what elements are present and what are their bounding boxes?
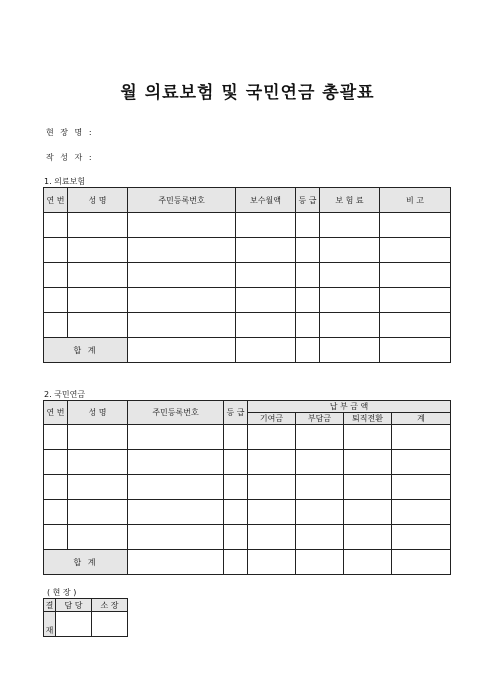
col-header-name: 성 명 [68,188,128,213]
table-cell[interactable] [296,550,344,575]
col-header-grade: 등 급 [296,188,320,213]
col-header-sum: 계 [392,413,451,425]
table-cell[interactable] [68,313,128,338]
table-cell[interactable] [320,288,380,313]
table-cell[interactable] [344,425,392,450]
section2-label: 2. 국민연금 [44,390,86,399]
table-cell[interactable] [320,263,380,288]
col-header-payment-amount: 납 부 금 액 [248,401,451,413]
table-row [44,213,451,238]
table-cell[interactable] [128,425,224,450]
col-header-resident-no: 주민등록번호 [128,401,224,425]
table-row [44,263,451,288]
table-cell[interactable] [128,550,224,575]
table-cell[interactable] [248,525,296,550]
table-cell[interactable] [128,313,236,338]
table-cell[interactable] [68,475,128,500]
table-cell[interactable] [320,313,380,338]
table-cell[interactable] [380,263,451,288]
table-row [44,313,451,338]
table-cell[interactable] [44,238,68,263]
section1-label: 1. 의료보험 [44,177,86,186]
table-cell[interactable] [68,525,128,550]
table-cell[interactable] [392,475,451,500]
table-cell[interactable] [296,500,344,525]
table-header-row [44,188,451,213]
table-cell[interactable] [296,263,320,288]
table-cell[interactable] [44,525,68,550]
table-cell[interactable] [320,213,380,238]
table-cell[interactable] [248,450,296,475]
table-cell[interactable] [380,238,451,263]
table-row [44,525,451,550]
table-cell[interactable] [296,213,320,238]
total-row [44,550,451,575]
table-cell[interactable] [128,500,224,525]
table-cell[interactable] [128,475,224,500]
table-cell[interactable] [128,338,236,363]
table-cell[interactable] [68,450,128,475]
total-label: 합 계 [44,550,128,575]
table-row [44,238,451,263]
table-cell[interactable] [224,475,248,500]
table-cell[interactable] [296,313,320,338]
table-cell[interactable] [44,213,68,238]
health-insurance-table [43,187,451,363]
table-cell[interactable] [380,288,451,313]
table-cell[interactable] [236,213,296,238]
approval-label-bottom: 재 [44,612,56,637]
table-cell[interactable] [380,338,451,363]
approval-sign-director[interactable] [92,612,128,637]
table-cell[interactable] [68,238,128,263]
table-cell[interactable] [296,338,320,363]
author-label: 작 성 자 : [46,153,94,162]
col-header-no: 연 번 [44,401,68,425]
table-cell[interactable] [392,425,451,450]
col-header-employer-share: 부담금 [296,413,344,425]
table-cell[interactable] [128,238,236,263]
table-cell[interactable] [128,288,236,313]
table-cell[interactable] [344,500,392,525]
table-cell[interactable] [44,475,68,500]
table-cell[interactable] [224,525,248,550]
table-cell[interactable] [44,425,68,450]
table-cell[interactable] [320,238,380,263]
table-cell[interactable] [44,263,68,288]
signature-site-label: ( 현 장 ) [47,588,77,597]
table-cell[interactable] [44,288,68,313]
national-pension-table [43,400,451,575]
site-name-label: 현 장 명 : [46,128,94,137]
table-cell[interactable] [248,550,296,575]
table-cell[interactable] [236,238,296,263]
table-cell[interactable] [44,500,68,525]
table-cell[interactable] [224,550,248,575]
table-cell[interactable] [128,263,236,288]
table-row [44,425,451,450]
table-cell[interactable] [380,313,451,338]
col-header-no: 연 번 [44,188,68,213]
table-cell[interactable] [236,338,296,363]
table-cell[interactable] [68,500,128,525]
table-cell[interactable] [392,525,451,550]
table-cell[interactable] [320,338,380,363]
table-cell[interactable] [296,525,344,550]
table-cell[interactable] [380,213,451,238]
table-cell[interactable] [344,475,392,500]
table-cell[interactable] [224,450,248,475]
table-cell[interactable] [392,500,451,525]
col-header-contribution: 기여금 [248,413,296,425]
table-cell[interactable] [236,263,296,288]
table-cell[interactable] [296,238,320,263]
total-row [44,338,451,363]
table-cell[interactable] [248,425,296,450]
table-row [44,288,451,313]
table-row [44,500,451,525]
table-cell[interactable] [344,550,392,575]
page-title: 월 의료보험 및 국민연금 총괄표 [120,83,375,103]
table-cell[interactable] [296,450,344,475]
table-cell[interactable] [68,425,128,450]
table-row [44,475,451,500]
approval-col-director: 소 장 [92,599,128,612]
table-cell[interactable] [68,288,128,313]
table-cell[interactable] [248,475,296,500]
table-cell[interactable] [128,525,224,550]
col-header-remarks: 비 고 [380,188,451,213]
table-cell[interactable] [44,313,68,338]
table-row [44,450,451,475]
table-cell[interactable] [296,425,344,450]
approval-col-manager: 담 당 [56,599,92,612]
approval-label-top: 결 [44,599,56,612]
table-cell[interactable] [392,450,451,475]
table-cell[interactable] [248,500,296,525]
table-cell[interactable] [68,263,128,288]
table-cell[interactable] [224,425,248,450]
table-cell[interactable] [128,213,236,238]
table-cell[interactable] [392,550,451,575]
table-cell[interactable] [68,213,128,238]
table-cell[interactable] [236,313,296,338]
approval-box [43,598,128,637]
col-header-monthly-pay: 보수월액 [236,188,296,213]
table-cell[interactable] [344,525,392,550]
table-cell[interactable] [296,475,344,500]
table-cell[interactable] [224,500,248,525]
table-cell[interactable] [344,450,392,475]
table-header-row [44,401,451,413]
table-cell[interactable] [44,450,68,475]
approval-sign-manager[interactable] [56,612,92,637]
table-cell[interactable] [236,288,296,313]
col-header-resident-no: 주민등록번호 [128,188,236,213]
total-label: 합 계 [44,338,128,363]
col-header-severance-transfer: 퇴직전환 [344,413,392,425]
col-header-grade: 등 급 [224,401,248,425]
table-cell[interactable] [296,288,320,313]
col-header-premium: 보 험 료 [320,188,380,213]
col-header-name: 성 명 [68,401,128,425]
table-cell[interactable] [128,450,224,475]
